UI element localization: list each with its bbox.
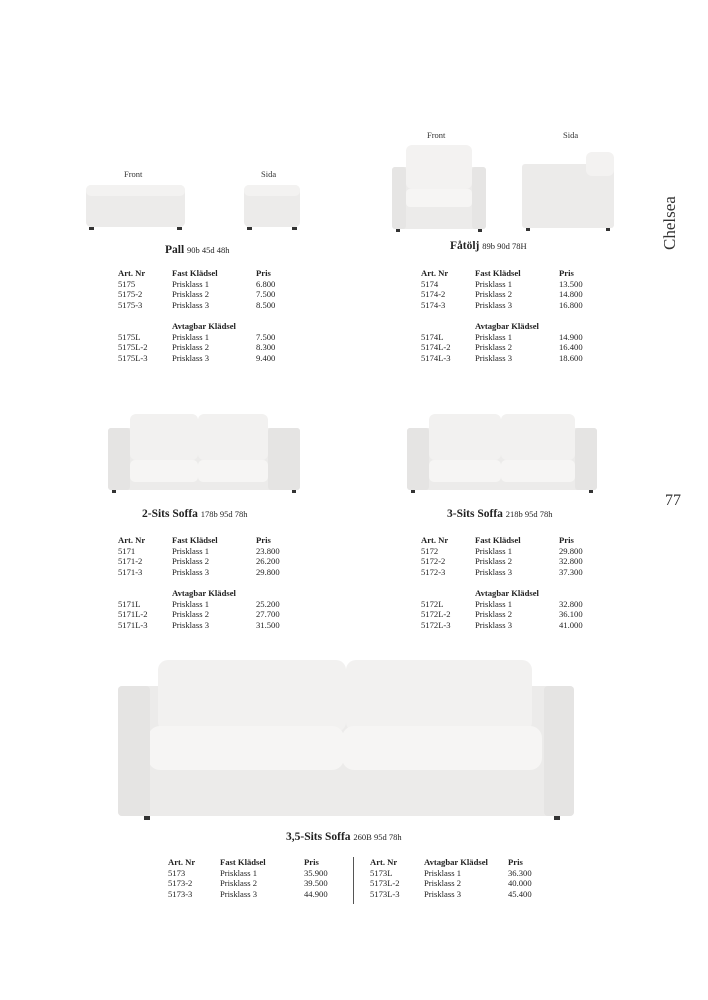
price-class: Prisklass 3 [475, 299, 513, 310]
price-class: Prisklass 2 [475, 556, 513, 566]
table-row [118, 289, 296, 300]
collection-title: Chelsea [660, 196, 679, 250]
removable-header: Avtagbar Klädsel [172, 588, 236, 598]
col-header: Art. Nr [118, 535, 146, 545]
fatolj-price-table [421, 268, 599, 363]
table-row [118, 342, 296, 353]
price-class: Prisklass 1 [220, 867, 258, 878]
price-class: Prisklass 3 [424, 888, 462, 899]
article-number: 5173L-3 [370, 888, 400, 899]
price: 36.100 [559, 609, 583, 619]
table-row [370, 878, 548, 889]
sofa2-title [142, 508, 248, 520]
price: 36.300 [508, 867, 532, 878]
sofa3-name: 3-Sits Soffa [447, 508, 503, 520]
table-row [118, 546, 296, 557]
price-class: Prisklass 3 [475, 619, 513, 630]
price-class: Prisklass 2 [172, 289, 210, 299]
article-number: 5174L-2 [421, 342, 451, 352]
article-number: 5172 [421, 545, 439, 556]
article-number: 5174-2 [421, 289, 446, 299]
price-class: Prisklass 1 [424, 867, 462, 878]
page-number: 77 [665, 492, 681, 509]
sofa2-dimensions: 178b 95d 78h [200, 509, 248, 519]
sofa2-name: 2-Sits Soffa [142, 508, 198, 520]
table-row [168, 868, 344, 879]
price: 8.500 [256, 299, 276, 310]
price-class: Prisklass 1 [172, 278, 210, 289]
article-number: 5171 [118, 545, 136, 556]
sofa3-title [447, 508, 553, 520]
sofa3-image [407, 412, 599, 496]
article-number: 5173-3 [168, 888, 193, 899]
price: 16.800 [559, 299, 583, 310]
sofa35-title [286, 831, 402, 843]
table-row [118, 567, 296, 578]
table-row [421, 300, 599, 311]
fatolj-dimensions: 89b 90d 78H [482, 241, 527, 251]
article-number: 5171L [118, 598, 141, 609]
price: 25.200 [256, 598, 280, 609]
table-row [421, 546, 599, 557]
price: 37.300 [559, 566, 583, 577]
col-header: Pris [508, 857, 523, 867]
col-header: Pris [256, 535, 271, 545]
col-header: Art. Nr [421, 268, 449, 278]
col-header: Avtagbar Klädsel [424, 857, 488, 867]
price-class: Prisklass 2 [172, 556, 210, 566]
price-class: Prisklass 2 [424, 878, 462, 888]
price: 44.900 [304, 888, 328, 899]
table-row [118, 620, 296, 631]
price: 18.600 [559, 352, 583, 363]
col-header: Fast Klädsel [475, 535, 521, 545]
article-number: 5172L [421, 598, 444, 609]
price-class: Prisklass 2 [172, 609, 210, 619]
sofa3-dimensions: 218b 95d 78h [505, 509, 553, 519]
fatolj-name: Fåtölj [450, 240, 480, 252]
price-class: Prisklass 3 [172, 352, 210, 363]
price-class: Prisklass 2 [475, 342, 513, 352]
fatolj-side-label: Sida [563, 130, 579, 140]
fatolj-front-image [392, 143, 488, 233]
price-class: Prisklass 2 [475, 289, 513, 299]
col-header: Pris [559, 268, 574, 278]
article-number: 5173 [168, 867, 186, 878]
article-number: 5171L-2 [118, 609, 148, 619]
price-class: Prisklass 3 [475, 566, 513, 577]
sofa35-name: 3,5-Sits Soffa [286, 831, 351, 843]
price: 27.700 [256, 609, 280, 619]
article-number: 5175L [118, 331, 141, 342]
pall-title [165, 244, 230, 256]
price: 6.800 [256, 278, 276, 289]
pall-front-image [86, 183, 186, 231]
price-class: Prisklass 1 [475, 598, 513, 609]
article-number: 5172L-3 [421, 619, 451, 630]
table-row [421, 289, 599, 300]
price: 29.800 [256, 566, 280, 577]
table-row [168, 889, 344, 900]
price-class: Prisklass 3 [172, 299, 210, 310]
article-number: 5174-3 [421, 299, 446, 310]
sofa3-price-table [421, 535, 599, 630]
pall-front-label: Front [124, 169, 143, 179]
table-row [421, 342, 599, 353]
article-number: 5175-2 [118, 289, 143, 299]
price: 14.900 [559, 331, 583, 342]
article-number: 5175 [118, 278, 136, 289]
price: 32.800 [559, 598, 583, 609]
article-number: 5175L-3 [118, 352, 148, 363]
col-header: Art. Nr [118, 268, 146, 278]
price-class: Prisklass 1 [172, 598, 210, 609]
fatolj-side-image [522, 150, 616, 232]
table-row [118, 279, 296, 290]
fatolj-front-label: Front [427, 130, 446, 140]
price: 8.300 [256, 342, 276, 352]
article-number: 5172L-2 [421, 609, 451, 619]
table-row [118, 599, 296, 610]
table-row [118, 353, 296, 364]
sofa35-image [118, 658, 578, 822]
article-number: 5174L [421, 331, 444, 342]
price-class: Prisklass 3 [172, 619, 210, 630]
table-row [421, 279, 599, 290]
price: 40.000 [508, 878, 532, 888]
table-row [421, 353, 599, 364]
article-number: 5175L-2 [118, 342, 148, 352]
price: 14.800 [559, 289, 583, 299]
removable-header: Avtagbar Klädsel [475, 588, 539, 598]
price: 29.800 [559, 545, 583, 556]
sofa35-dimensions: 260B 95d 78h [353, 832, 402, 842]
removable-header: Avtagbar Klädsel [475, 321, 539, 331]
table-row [118, 556, 296, 567]
article-number: 5173L-2 [370, 878, 400, 888]
price-class: Prisklass 1 [475, 278, 513, 289]
col-header: Fast Klädsel [220, 857, 266, 867]
price-class: Prisklass 2 [220, 878, 258, 888]
table-row [421, 599, 599, 610]
table-row [421, 567, 599, 578]
col-header: Pris [304, 857, 319, 867]
price: 39.500 [304, 878, 328, 888]
article-number: 5171-2 [118, 556, 143, 566]
article-number: 5173-2 [168, 878, 193, 888]
price-class: Prisklass 1 [172, 545, 210, 556]
col-header: Pris [256, 268, 271, 278]
price: 16.400 [559, 342, 583, 352]
pall-side-image [244, 183, 302, 231]
col-header: Fast Klädsel [172, 268, 218, 278]
pall-name: Pall [165, 244, 185, 256]
price: 35.900 [304, 867, 328, 878]
pall-dimensions: 90b 45d 48h [187, 245, 230, 255]
sofa2-image [108, 412, 302, 496]
price-class: Prisklass 1 [172, 331, 210, 342]
article-number: 5174L-3 [421, 352, 451, 363]
sofa2-price-table [118, 535, 296, 630]
col-header: Pris [559, 535, 574, 545]
col-header: Art. Nr [168, 857, 196, 867]
price: 13.500 [559, 278, 583, 289]
article-number: 5175-3 [118, 299, 143, 310]
col-header: Art. Nr [421, 535, 449, 545]
price-class: Prisklass 1 [475, 545, 513, 556]
col-header: Fast Klädsel [172, 535, 218, 545]
price: 7.500 [256, 331, 276, 342]
price-class: Prisklass 3 [172, 566, 210, 577]
article-number: 5172-3 [421, 566, 446, 577]
price: 45.400 [508, 888, 532, 899]
price: 7.500 [256, 289, 276, 299]
price: 9.400 [256, 352, 276, 363]
price-class: Prisklass 2 [475, 609, 513, 619]
price: 31.500 [256, 619, 280, 630]
table-row [421, 609, 599, 620]
pall-side-label: Sida [261, 169, 277, 179]
table-row [370, 868, 548, 879]
table-divider [353, 857, 354, 904]
col-header: Art. Nr [370, 857, 398, 867]
article-number: 5173L [370, 867, 393, 878]
article-number: 5171L-3 [118, 619, 148, 630]
price: 26.200 [256, 556, 280, 566]
table-row [370, 889, 548, 900]
table-row [421, 556, 599, 567]
price-class: Prisklass 1 [475, 331, 513, 342]
price: 23.800 [256, 545, 280, 556]
price-class: Prisklass 2 [172, 342, 210, 352]
table-row [118, 332, 296, 343]
table-row [168, 878, 344, 889]
price: 41.000 [559, 619, 583, 630]
fatolj-title [450, 240, 527, 252]
table-row [118, 609, 296, 620]
sofa35-removable-price-table [370, 857, 548, 899]
table-row [421, 620, 599, 631]
pall-price-table [118, 268, 296, 363]
price-class: Prisklass 3 [475, 352, 513, 363]
article-number: 5172-2 [421, 556, 446, 566]
price-class: Prisklass 3 [220, 888, 258, 899]
table-row [421, 332, 599, 343]
article-number: 5174 [421, 278, 439, 289]
table-row [118, 300, 296, 311]
article-number: 5171-3 [118, 566, 143, 577]
removable-header: Avtagbar Klädsel [172, 321, 236, 331]
col-header: Fast Klädsel [475, 268, 521, 278]
price: 32.800 [559, 556, 583, 566]
sofa35-fixed-price-table [168, 857, 344, 899]
